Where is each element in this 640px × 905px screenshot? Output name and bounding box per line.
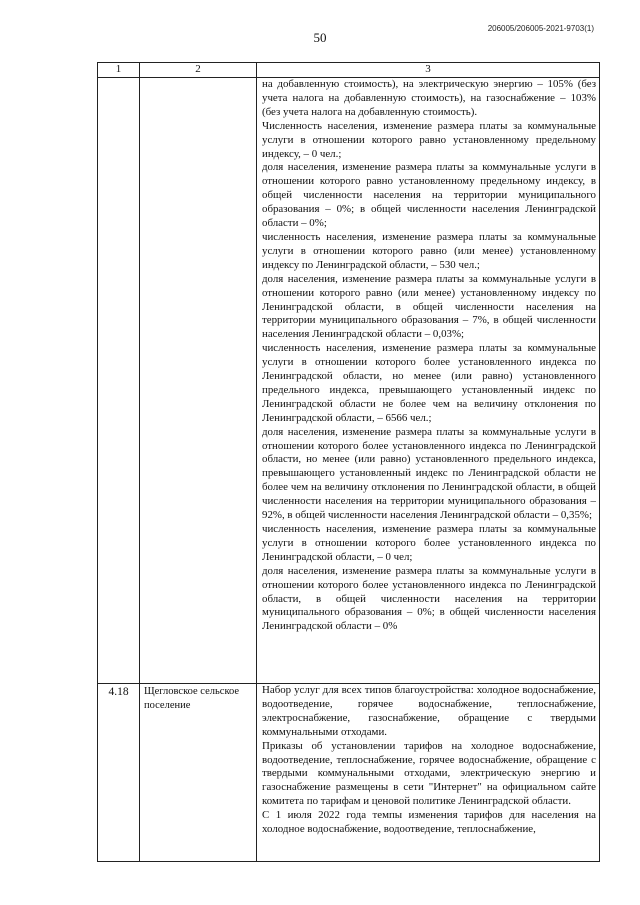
row-content — [257, 78, 600, 684]
row-content — [257, 684, 600, 862]
column-header-1: 1 — [98, 63, 140, 78]
column-header-2: 2 — [140, 63, 257, 78]
table-header-row — [98, 63, 600, 78]
paragraph: доля населения, изменение размера платы за коммунальные услуги в отношении которого равно установленному предельному индексу, в общей численности населения на территории муниципального образования – 0%; в общей численности населения Ленинградской области – 0%; — [262, 161, 596, 230]
paragraph: численность населения, изменение размера платы за коммунальные услуги в отношении которого более установленного индекса по Ленинградской области, – 0 чел; — [262, 523, 596, 563]
row-number: 4.18 — [98, 684, 140, 862]
paragraph: Приказы об установлении тарифов на холодное водоснабжение, водоотведение, теплоснабжение, горячее водоснабжение, обращение с твердыми коммунальными отходами, электрическую энергию и газоснабжение размещены в сети "Интернет" на официальном сайте комитета по тарифам и ценовой политике Ленинградской области. — [262, 739, 596, 808]
municipality-name — [140, 78, 257, 684]
page-number: 50 — [313, 30, 327, 45]
table-row — [98, 78, 600, 684]
row-number — [98, 78, 140, 684]
document-code: 206005/206005-2021-9703(1) — [487, 24, 594, 33]
column-header-3: 3 — [257, 63, 600, 78]
table-row — [98, 684, 600, 862]
paragraph: доля населения, изменение размера платы за коммунальные услуги в отношении которого равно (или менее) установленному индексу по Ленинградской области, в общей численности населения на территории муниципального образования – 7%, в общей численности населения Ленинградской области – 0,03%; — [262, 272, 596, 341]
paragraph: численность населения, изменение размера платы за коммунальные услуги в отношении которого равно (или менее) установленному индексу по Ленинградской области, – 530 чел.; — [262, 230, 596, 271]
paragraph: на добавленную стоимость), на электрическую энергию – 105% (без учета налога на добавленную стоимость), на газоснабжение – 103% (без учета налога на добавленную стоимость). — [262, 78, 596, 118]
paragraph: С 1 июля 2022 года темпы изменения тарифов для населения на холодное водоснабжение, водоотведение, теплоснабжение, — [262, 809, 596, 836]
paragraph: доля населения, изменение размера платы за коммунальные услуги в отношении которого более установленного индекса по Ленинградской области, но менее (или равно) установленного предельного индекса, превышающего установленный индекс по Ленинградской области не более чем на величину отклонения по Ленинградской области, в общей численности населения на территории муниципального образования – 92%, в общей численности населения Ленинградской области – 0,35%; — [262, 425, 596, 522]
paragraph: Набор услуг для всех типов благоустройства: холодное водоснабжение, водоотведение, горячее водоснабжение, теплоснабжение, электроснабжение, газоснабжение, обращение с твердыми коммунальными отходами. — [262, 684, 596, 738]
paragraph: Численность населения, изменение размера платы за коммунальные услуги в отношении которого равно установленному предельному индексу, – 0 чел.; — [262, 119, 596, 160]
paragraph: численность населения, изменение размера платы за коммунальные услуги в отношении которого более установленного индекса по Ленинградской области, но менее (или равно) установленного предельного индекса, превышающего установленный индекс по Ленинградской области не более чем на величину отклонения по Ленинградской области, – 6566 чел.; — [262, 342, 596, 424]
municipality-name: Щегловское сельское поселение — [140, 684, 257, 862]
tariff-table — [97, 62, 600, 862]
paragraph: доля населения, изменение размера платы за коммунальные услуги в отношении которого более установленного индекса по Ленинградской области, в общей численности населения на территории муниципального образования – 0%; в общей численности населения Ленинградской области – 0% — [262, 564, 596, 633]
